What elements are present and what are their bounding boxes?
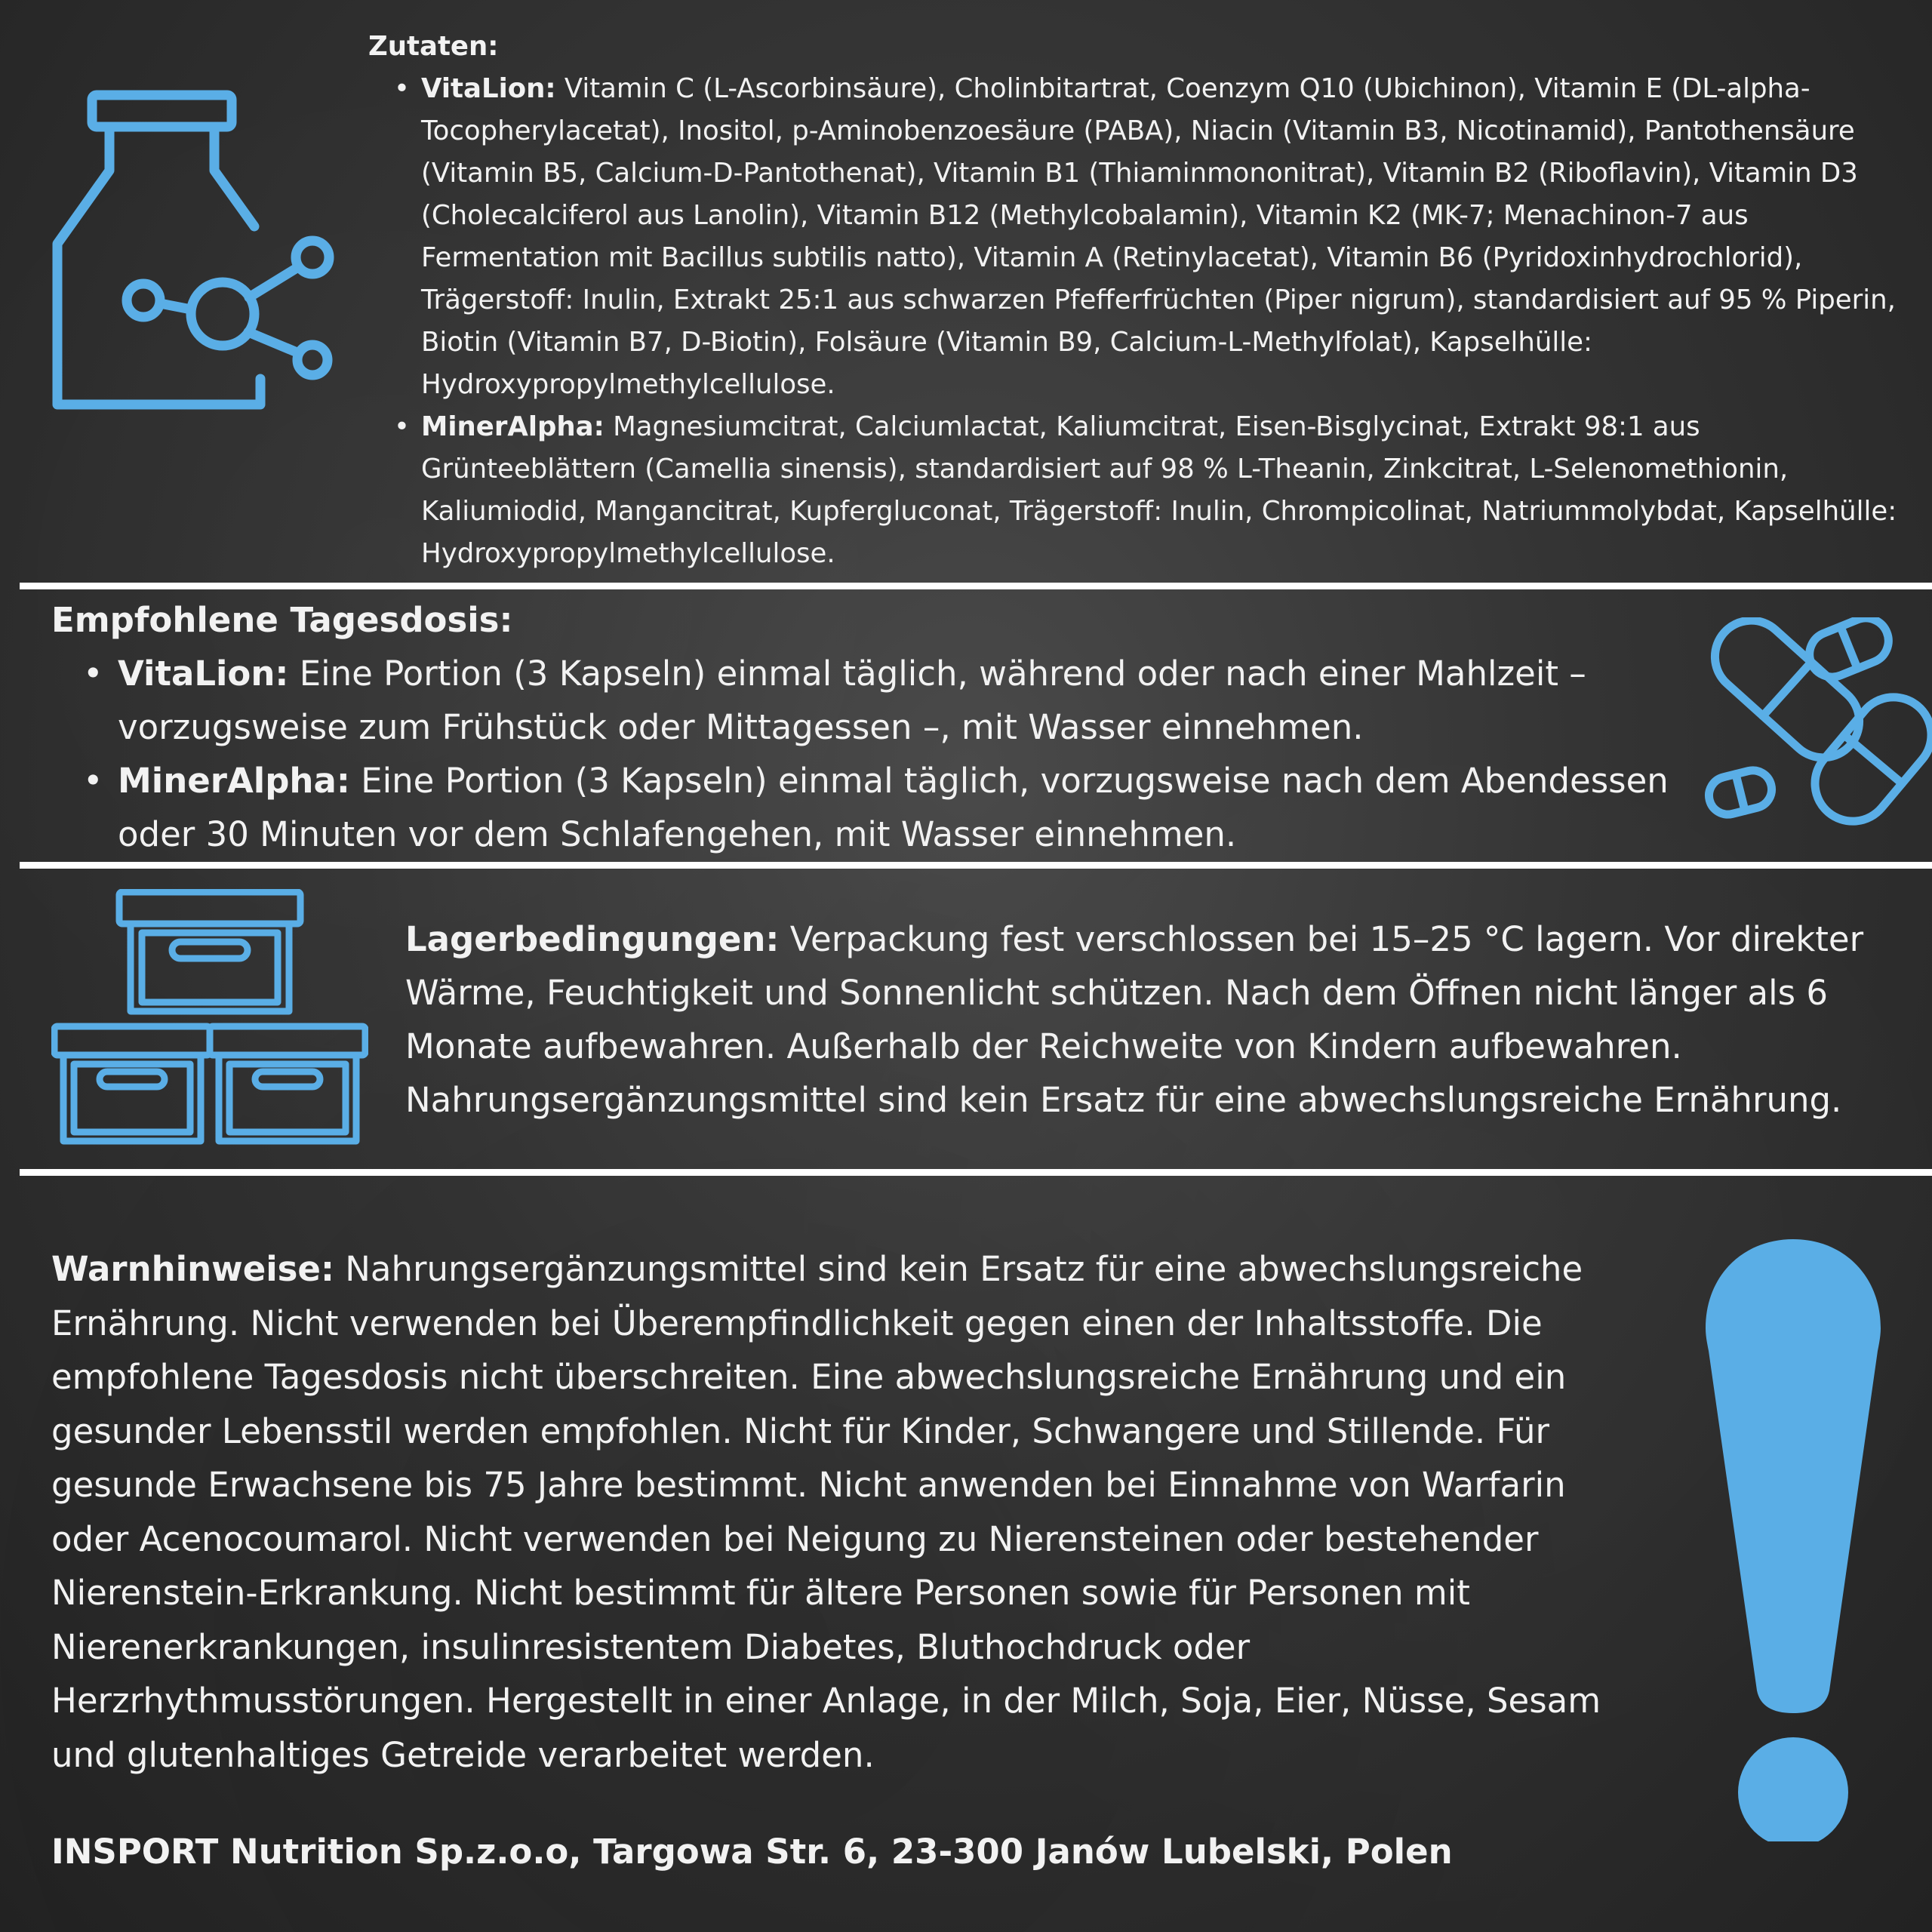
list-item xyxy=(368,68,1923,406)
dosage-section xyxy=(51,593,1697,861)
section-divider xyxy=(20,1169,1932,1176)
product-name: MinerAlpha: xyxy=(118,761,350,801)
list-item xyxy=(51,647,1697,754)
exclamation-icon xyxy=(1704,1238,1885,1841)
warning-label: Warnhinweise: xyxy=(51,1249,334,1289)
storage-text: Verpackung fest verschlossen bei 15–25 °C lagern. Vor direkter Wärme, Feuchtigkeit und Sonnenlicht schützen. Nach dem Öffnen nicht länger als 6 Monate aufbewahren. Außerhalb der Reichweite von Kindern aufbewahren. Nahrungsergänzungsmittel sind kein Ersatz für eine abwechslungsreiche Ernährung. xyxy=(405,919,1864,1120)
warning-section xyxy=(51,1242,1644,1782)
storage-section xyxy=(405,912,1922,1127)
section-divider xyxy=(20,583,1932,589)
list-item xyxy=(51,754,1697,861)
capsules-icon xyxy=(1698,617,1932,836)
manufacturer-address: INSPORT Nutrition Sp.z.o.o, Targowa Str. 6, 23-300 Janów Lubelski, Polen xyxy=(51,1832,1453,1872)
list-item xyxy=(368,406,1923,575)
warning-paragraph xyxy=(51,1242,1644,1782)
product-name: MinerAlpha: xyxy=(421,411,605,442)
dosage-heading: Empfohlene Tagesdosis: xyxy=(51,600,513,640)
ingredients-section xyxy=(368,26,1923,575)
product-name: VitaLion: xyxy=(421,73,556,104)
storage-label: Lagerbedingungen: xyxy=(405,919,780,959)
dosage-list xyxy=(51,647,1697,861)
product-name: VitaLion: xyxy=(118,654,289,694)
dosage-text: Eine Portion (3 Kapseln) einmal täglich, vorzugsweise nach dem Abendessen oder 30 Minuten vor dem Schlafengehen, mit Wasser einnehmen. xyxy=(118,761,1669,854)
section-divider xyxy=(20,862,1932,869)
warning-text: Nahrungsergänzungsmittel sind kein Ersatz für eine abwechslungsreiche Ernährung. Nicht verwenden bei Überempfindlichkeit gegen einen der Inhaltsstoffe. Die empfohlene Tagesdosis nicht überschreiten. Eine abwechslungsreiche Ernährung und ein gesunder Lebensstil werden empfohlen. Nicht für Kinder, Schwangere und Stillende. Für gesunde Erwachsene bis 75 Jahre bestimmt. Nicht anwenden bei Einnahme von Warfarin oder Acenocoumarol. Nicht verwenden bei Neigung zu Nierensteinen oder bestehender Nierenstein-Erkrankung. Nicht bestimmt für ältere Personen sowie für Personen mit Nierenerkrankungen, insulinresistentem Diabetes, Bluthochdruck oder Herzrhythmusstörungen. Hergestellt in einer Anlage, in der Milch, Soja, Eier, Nüsse, Sesam und glutenhaltiges Getreide verarbeitet werden. xyxy=(51,1249,1601,1775)
ingredients-list xyxy=(368,68,1923,575)
storage-paragraph xyxy=(405,912,1922,1127)
storage-boxes-icon xyxy=(51,889,368,1146)
ingredient-text: Magnesiumcitrat, Calciumlactat, Kaliumcitrat, Eisen-Bisglycinat, Extrakt 98:1 aus Grünteeblättern (Camellia sinensis), standardisiert auf 98 % L-Theanin, Zinkcitrat, L-Selenomethionin, Kaliumiodid, Mangancitrat, Kupfergluconat, Trägerstoff: Inulin, Chrompicolinat, Natriummolybdat, Kapselhülle: Hydroxypropylmethylcellulose. xyxy=(421,411,1897,569)
ingredient-text: Vitamin C (L-Ascorbinsäure), Cholinbitartrat, Coenzym Q10 (Ubichinon), Vitamin E (DL-alpha-Tocopherylacetat), Inositol, p-Aminobenzoesäure (PABA), Niacin (Vitamin B3, Nicotinamid), Pantothensäure (Vitamin B5, Calcium-D-Pantothenat), Vitamin B1 (Thiaminmononitrat), Vitamin B2 (Riboflavin), Vitamin D3 (Cholecalciferol aus Lanolin), Vitamin B12 (Methylcobalamin), Vitamin K2 (MK-7; Menachinon-7 aus Fermentation mit Bacillus subtilis natto), Vitamin A (Retinylacetat), Vitamin B6 (Pyridoxinhydrochlorid), Trägerstoff: Inulin, Extrakt 25:1 aus schwarzen Pfefferfrüchten (Piper nigrum), standardisiert auf 95 % Piperin, Biotin (Vitamin B7, D-Biotin), Folsäure (Vitamin B9, Calcium-L-Methylfolat), Kapselhülle: Hydroxypropylmethylcellulose. xyxy=(421,73,1896,400)
dosage-text: Eine Portion (3 Kapseln) einmal täglich, während oder nach einer Mahlzeit – vorzugsweise zum Frühstück oder Mittagessen –, mit Wasser einnehmen. xyxy=(118,654,1586,747)
ingredients-heading: Zutaten: xyxy=(368,31,499,62)
bottle-molecule-icon xyxy=(47,89,341,421)
